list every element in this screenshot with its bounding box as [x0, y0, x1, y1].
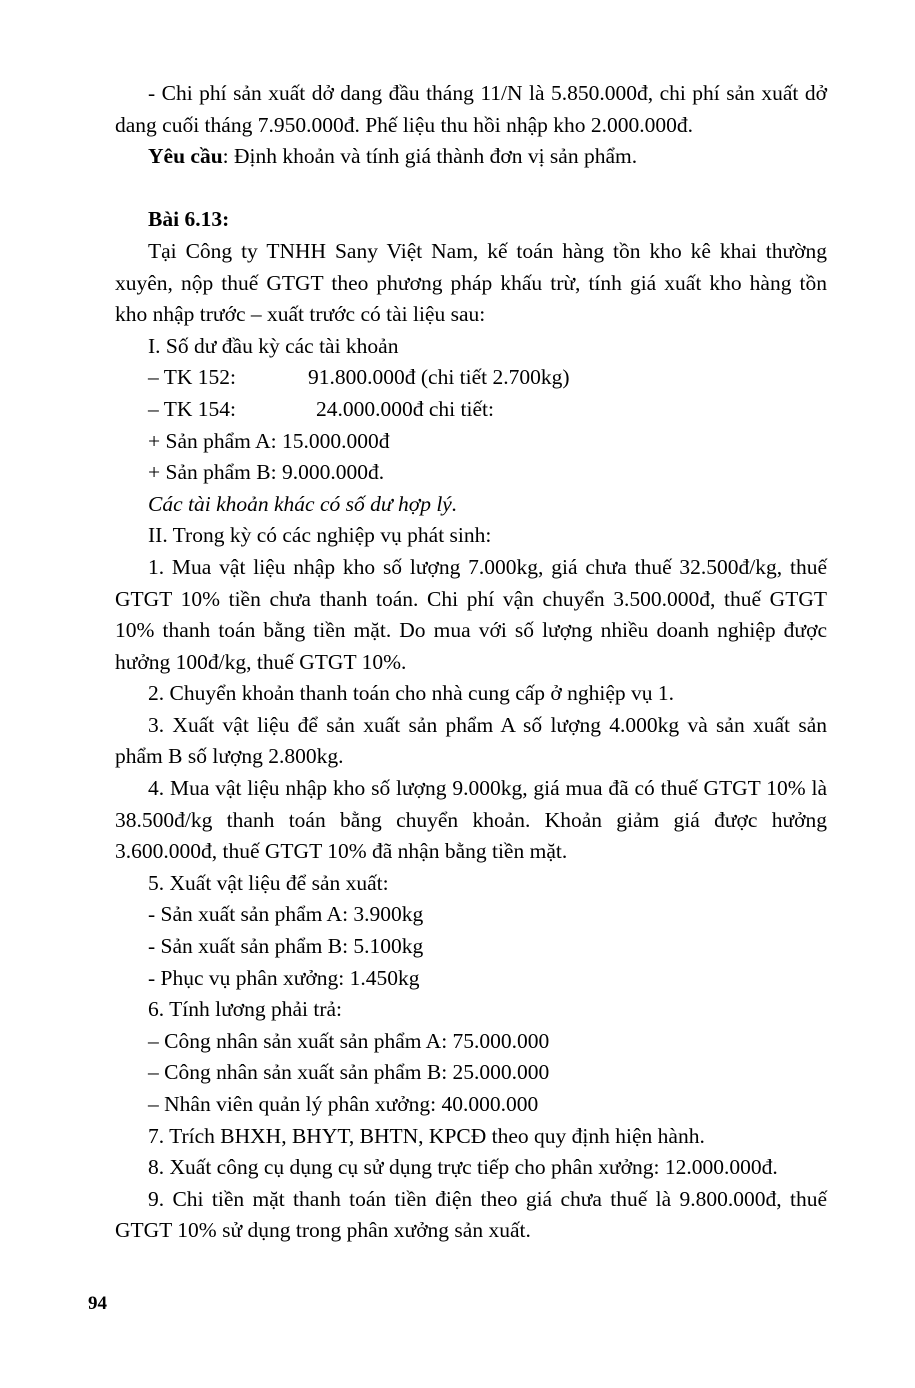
transaction-item-9: 9. Chi tiền mặt thanh toán tiền điện theo giá chưa thuế là 9.800.000đ, thuế GTGT 10% sử dụng trong phân xưởng sản xuất.: [115, 1186, 827, 1243]
transaction-item-2: 2. Chuyển khoản thanh toán cho nhà cung cấp ở nghiệp vụ 1.: [148, 681, 675, 706]
section-2-title: II. Trong kỳ có các nghiệp vụ phát sinh:: [148, 523, 492, 548]
account-amount-tk154: 24.000.000đ chi tiết:: [316, 396, 494, 421]
item5-sub-product-a: - Sản xuất sản phẩm A: 3.900kg: [148, 902, 424, 927]
page-number: 94: [88, 1293, 107, 1314]
account-label-tk152: – TK 152:: [148, 365, 236, 390]
section-1-note: Các tài khoản khác có số dư hợp lý.: [148, 491, 458, 516]
transaction-item-3: 3. Xuất vật liệu để sản xuất sản phẩm A số lượng 4.000kg và sản xuất sản phẩm B số lượng 2.800kg.: [115, 712, 827, 769]
item6-sub-manager: – Nhân viên quản lý phân xưởng: 40.000.000: [148, 1092, 539, 1116]
account-label-tk154: – TK 154:: [148, 396, 236, 421]
transaction-item-8: 8. Xuất công cụ dụng cụ sử dụng trực tiếp cho phân xưởng: 12.000.000đ.: [148, 1155, 778, 1180]
page-body: [115, 78, 827, 1247]
item5-sub-workshop: - Phục vụ phân xưởng: 1.450kg: [148, 965, 420, 990]
transaction-item-5: 5. Xuất vật liệu để sản xuất:: [148, 870, 389, 895]
account-line-tk152: [115, 362, 827, 394]
transaction-item-4: 4. Mua vật liệu nhập kho số lượng 9.000kg, giá mua đã có thuế GTGT 10% là 38.500đ/kg thanh toán bằng chuyển khoản. Khoản giảm giá được hưởng 3.600.000đ, thuế GTGT 10% đã nhận bằng tiền mặt.: [115, 776, 827, 864]
account-detail-product-b: + Sản phẩm B: 9.000.000đ.: [148, 460, 385, 485]
item5-sub-product-b: - Sản xuất sản phẩm B: 5.100kg: [148, 934, 424, 959]
paragraph-requirement: [115, 141, 827, 173]
item6-sub-worker-b: – Công nhân sản xuất sản phẩm B: 25.000.000: [148, 1060, 550, 1085]
account-line-tk154: [115, 394, 827, 426]
transaction-item-7: 7. Trích BHXH, BHYT, BHTN, KPCĐ theo quy định hiện hành.: [148, 1123, 705, 1148]
section-1-title: I. Số dư đầu kỳ các tài khoản: [148, 333, 399, 358]
paragraph-exercise-intro: Tại Công ty TNHH Sany Việt Nam, kế toán hàng tồn kho kê khai thường xuyên, nộp thuế GTGT theo phương pháp khấu trừ, tính giá xuất kho hàng tồn kho nhập trước – xuất trước có tài liệu sau:: [115, 238, 827, 327]
paragraph-wip-costs: - Chi phí sản xuất dở dang đầu tháng 11/N là 5.850.000đ, chi phí sản xuất dở dang cuối tháng 7.950.000đ. Phế liệu thu hồi nhập kho 2.000.000đ.: [115, 81, 827, 137]
transaction-item-1: 1. Mua vật liệu nhập kho số lượng 7.000kg, giá chưa thuế 32.500đ/kg, thuế GTGT 10% tiền chưa thanh toán. Chi phí vận chuyển 3.500.000đ, thuế GTGT 10% thanh toán bằng tiền mặt. Do mua với số lượng nhiều doanh nghiệp được hưởng 100đ/kg, thuế GTGT 10%.: [115, 554, 827, 674]
requirement-label: Yêu cầu: [148, 144, 223, 169]
item6-sub-worker-a: – Công nhân sản xuất sản phẩm A: 75.000.000: [148, 1028, 550, 1053]
exercise-heading: Bài 6.13:: [148, 207, 230, 232]
account-amount-tk152: 91.800.000đ (chi tiết 2.700kg): [308, 365, 570, 390]
requirement-text: : Định khoản và tính giá thành đơn vị sản phẩm.: [222, 144, 638, 169]
transaction-item-6: 6. Tính lương phải trả:: [148, 997, 343, 1022]
account-detail-product-a: + Sản phẩm A: 15.000.000đ: [148, 428, 390, 453]
